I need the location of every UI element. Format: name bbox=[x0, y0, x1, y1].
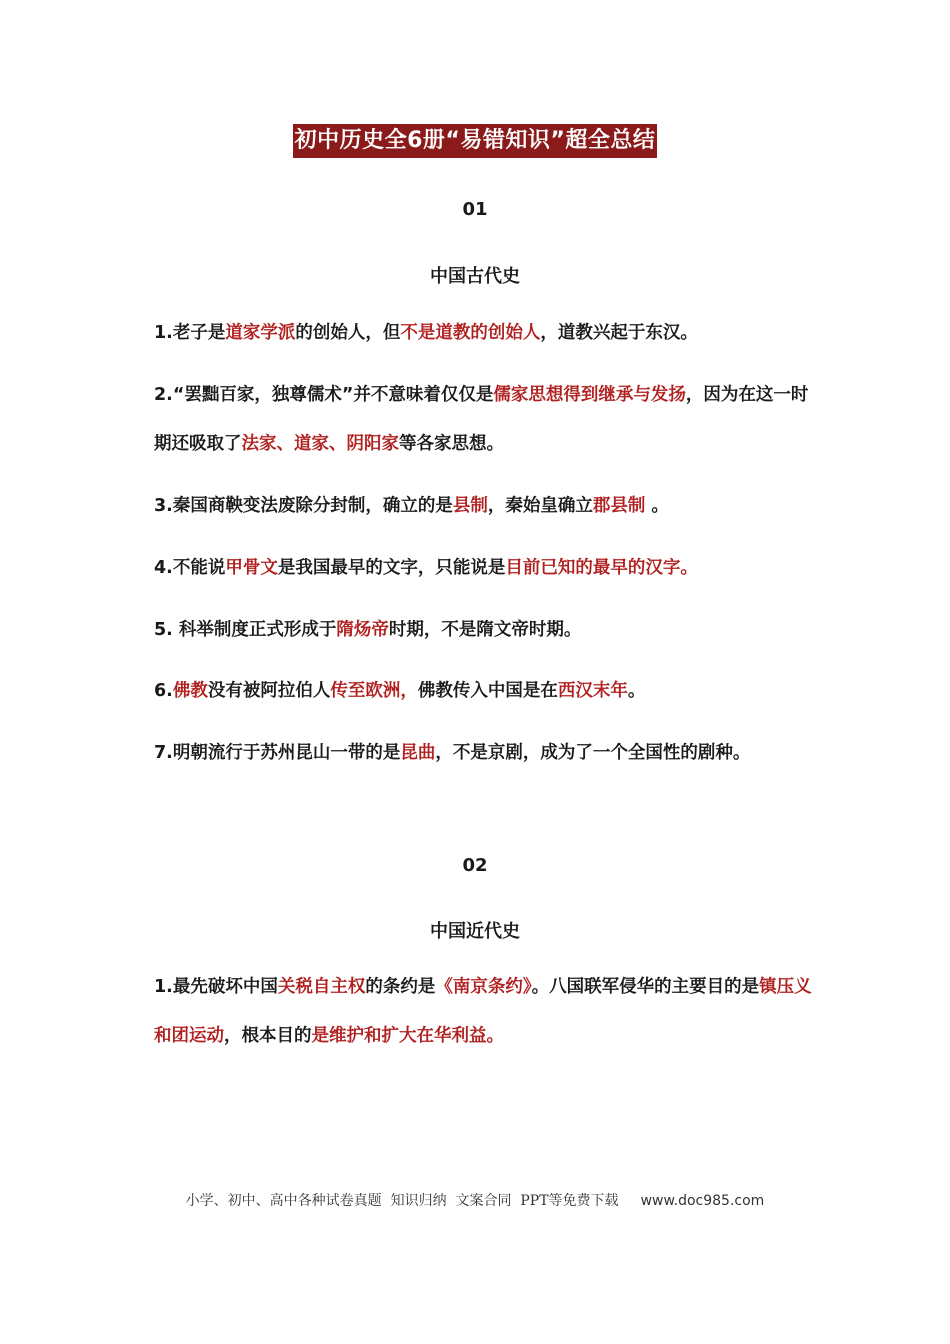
section-heading-ancient: 中国古代史 bbox=[430, 266, 520, 287]
list-item: 3.秦国商鞅变法废除分封制，确立的是县制，秦始皇确立郡县制 。 bbox=[154, 496, 669, 516]
section-number-02: 02 bbox=[462, 855, 488, 876]
list-item: 2.“罢黜百家，独尊儒术”并不意味着仅仅是儒家思想得到继承与发扬，因为在这一时期还吸取了法家、道家、阴阳家等各家思想。 bbox=[154, 385, 809, 454]
list-item: 5. 科举制度正式形成于隋炀帝时期，不是隋文帝时期。 bbox=[154, 620, 582, 640]
footer-url[interactable]: www.doc985.com bbox=[640, 1193, 765, 1209]
list-item: 7.明朝流行于苏州昆山一带的是昆曲，不是京剧，成为了一个全国性的剧种。 bbox=[154, 743, 751, 763]
footer bbox=[0, 1190, 950, 1210]
section-number-01: 01 bbox=[462, 199, 488, 220]
section-heading-modern: 中国近代史 bbox=[430, 921, 520, 942]
title-wrap bbox=[0, 124, 950, 158]
list-item: 1.最先破坏中国关税自主权的条约是《南京条约》。八国联军侵华的主要目的是镇压义和团运动，根本目的是维护和扩大在华利益。 bbox=[154, 977, 812, 1046]
footer-text: 小学、初中、高中各种试卷真题 知识归纳 文案合同 PPT等免费下载 bbox=[185, 1193, 619, 1209]
list-item: 4.不能说甲骨文是我国最早的文字，只能说是目前已知的最早的汉字。 bbox=[154, 558, 698, 578]
list-item: 6.佛教没有被阿拉伯人传至欧洲，佛教传入中国是在西汉末年。 bbox=[154, 681, 646, 701]
list-item: 1.老子是道家学派的创始人，但不是道教的创始人，道教兴起于东汉。 bbox=[154, 323, 698, 343]
document-title: 初中历史全6册“易错知识”超全总结 bbox=[293, 124, 658, 158]
